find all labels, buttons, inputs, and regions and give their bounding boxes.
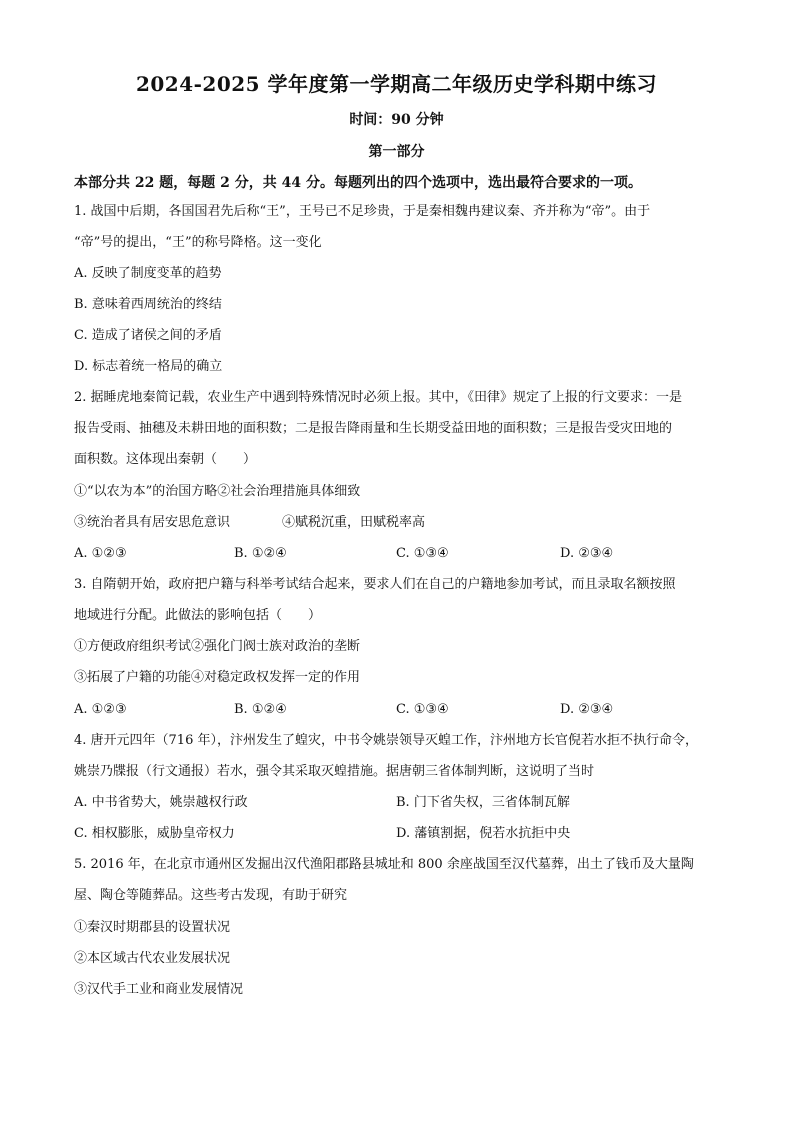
section-instructions: 本部分共 22 题，每题 2 分，共 44 分。每题列出的四个选项中，选出最符合要求的一项。 [74, 175, 642, 191]
q3-stem-line: 3. 自隋朝开始，政府把户籍与科举考试结合起来，要求人们在自己的户籍地参加考试，而且录取名额按照 [74, 577, 676, 592]
q2-item: ④赋税沉重，田赋税率高 [282, 515, 426, 530]
q4-option-c: C. 相权膨胀，威胁皇帝权力 [74, 826, 235, 841]
q4-option-a: A. 中书省势大，姚崇越权行政 [74, 795, 248, 810]
q3-option-c: C. ①③④ [396, 702, 449, 717]
q3-stem-line: 地域进行分配。此做法的影响包括（ ） [74, 608, 322, 623]
q1-option-a: A. 反映了制度变革的趋势 [74, 266, 222, 281]
page-title: 2024-2025 学年度第一学期高二年级历史学科期中练习 [135, 72, 658, 96]
q2-option-a: A. ①②③ [74, 546, 127, 561]
section-heading: 第一部分 [368, 144, 425, 160]
q4-stem-line: 姚崇乃牒报（行文通报）若水，强令其采取灭蝗措施。据唐朝三省体制判断，这说明了当时 [74, 764, 595, 779]
q2-stem-line: 2. 据睡虎地秦简记载，农业生产中遇到特殊情况时必须上报。其中，《田律》规定了上报的行文要求：一是 [74, 390, 683, 405]
q1-stem-line: 1. 战国中后期，各国国君先后称“王”，王号已不足珍贵，于是秦相魏冉建议秦、齐并称为“帝”。由于 [74, 204, 651, 219]
q5-item: ③汉代手工业和商业发展情况 [74, 982, 244, 997]
q5-stem-line: 5. 2016 年，在北京市通州区发掘出汉代渔阳郡路县城址和 800 余座战国至汉代墓葬，出土了钱币及大量陶 [74, 857, 694, 872]
q1-option-d: D. 标志着统一格局的确立 [74, 359, 223, 374]
q3-option-a: A. ①②③ [74, 702, 127, 717]
exam-duration: 时间：90 分钟 [349, 112, 444, 128]
q5-item: ①秦汉时期郡县的设置状况 [74, 920, 231, 935]
q3-option-d: D. ②③④ [560, 702, 614, 717]
q4-stem-line: 4. 唐开元四年（716 年），汴州发生了蝗灾，中书令姚崇领导灭蝗工作，汴州地方长官倪若水拒不执行命令， [74, 733, 698, 748]
q1-option-b: B. 意味着西周统治的终结 [74, 297, 222, 312]
q5-item: ②本区域古代农业发展状况 [74, 951, 231, 966]
q2-option-c: C. ①③④ [396, 546, 449, 561]
q2-option-b: B. ①②④ [234, 546, 287, 561]
q1-option-c: C. 造成了诸侯之间的矛盾 [74, 328, 222, 343]
q2-stem-line: 报告受雨、抽穗及未耕田地的面积数；二是报告降雨量和生长期受益田地的面积数；三是报告受灾田地的 [74, 421, 673, 436]
q2-item: ③统治者具有居安思危意识 [74, 515, 231, 530]
q3-item: ③拓展了户籍的功能④对稳定政权发挥一定的作用 [74, 670, 361, 685]
q1-stem-line: “帝”号的提出，“王”的称号降格。这一变化 [74, 235, 322, 250]
q2-item: ①“以农为本”的治国方略②社会治理措施具体细致 [74, 484, 361, 499]
q5-stem-line: 屋、陶仓等随葬品。这些考古发现，有助于研究 [74, 888, 348, 903]
q2-option-d: D. ②③④ [560, 546, 614, 561]
q4-option-b: B. 门下省失权，三省体制瓦解 [396, 795, 570, 810]
q4-option-d: D. 藩镇割据，倪若水抗拒中央 [396, 826, 571, 841]
q3-item: ①方便政府组织考试②强化门阀士族对政治的垄断 [74, 639, 361, 654]
q2-stem-line: 面积数。这体现出秦朝（ ） [74, 452, 257, 467]
q3-option-b: B. ①②④ [234, 702, 287, 717]
